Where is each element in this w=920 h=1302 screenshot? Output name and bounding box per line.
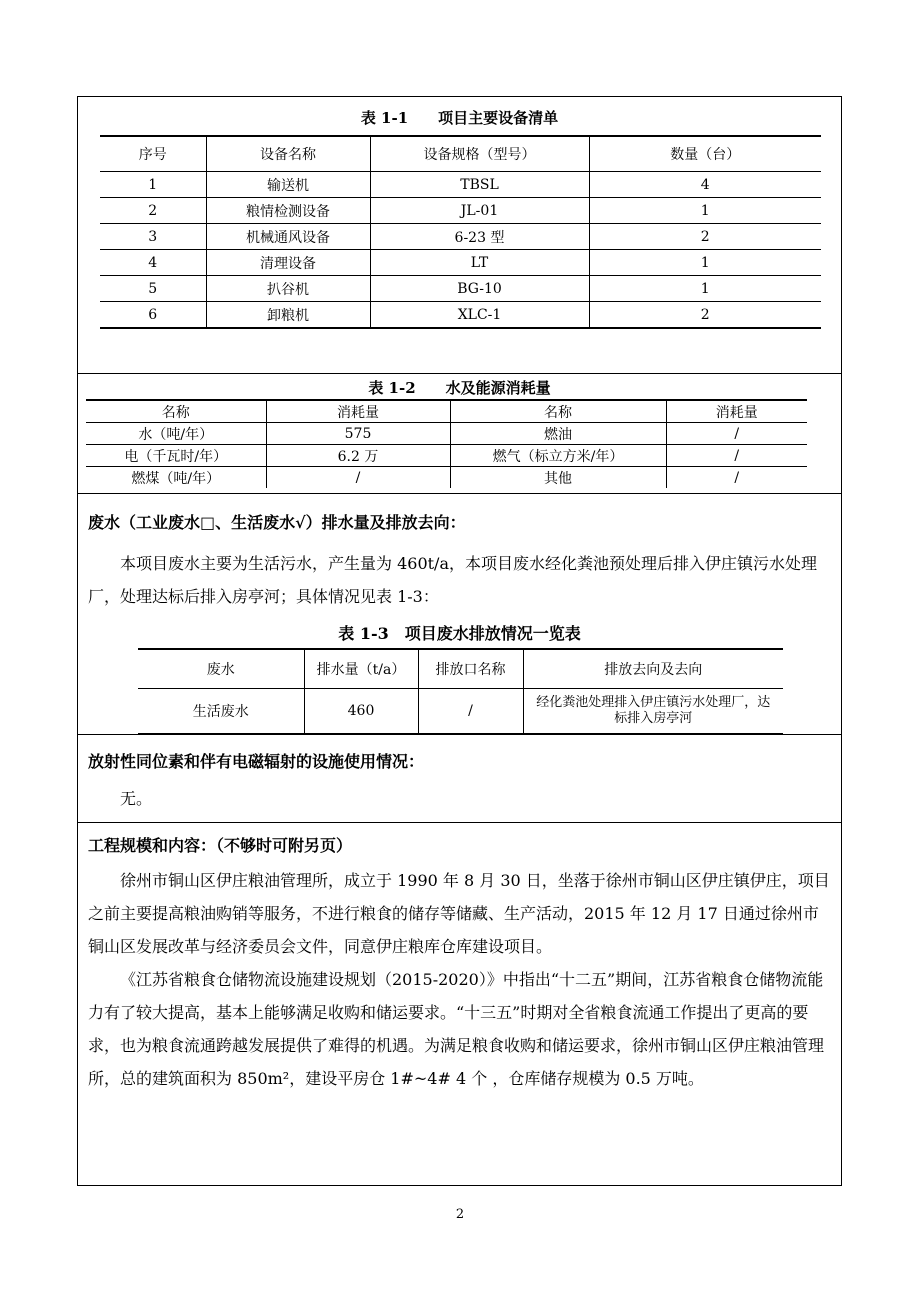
table-cell: 生活废水 xyxy=(138,689,304,735)
section-divider xyxy=(78,734,841,735)
table-row xyxy=(100,302,821,329)
table-cell: / xyxy=(666,423,807,445)
table-cell: 6 xyxy=(100,302,206,329)
table-cell: 粮情检测设备 xyxy=(206,198,370,224)
column-header: 设备名称 xyxy=(206,136,370,172)
table-cell: 燃气（标立方米/年） xyxy=(450,445,666,467)
table-row xyxy=(100,276,821,302)
table-cell: 其他 xyxy=(450,467,666,489)
column-header: 数量（台） xyxy=(589,136,821,172)
page-number: 2 xyxy=(455,1207,465,1222)
table-cell: 1 xyxy=(589,250,821,276)
radiation-heading: 放射性同位素和伴有电磁辐射的设施使用情况： xyxy=(88,752,425,771)
table-cell: 1 xyxy=(589,276,821,302)
column-header: 排水量（t/a） xyxy=(304,649,418,689)
column-header: 消耗量 xyxy=(266,400,450,423)
table-cell: 机械通风设备 xyxy=(206,224,370,250)
table-row xyxy=(100,172,821,198)
table-row xyxy=(138,689,783,735)
table-cell: 4 xyxy=(589,172,821,198)
table-cell: 6.2 万 xyxy=(266,445,450,467)
table-cell: 电（千瓦时/年） xyxy=(86,445,266,467)
table-cell: XLC-1 xyxy=(370,302,589,329)
scale-paragraph-1: 徐州市铜山区伊庄粮油管理所，成立于 1990 年 8 月 30 日，坐落于徐州市铜山区伊庄镇伊庄，项目之前主要提高粮油购销等服务，不进行粮食的储存等储藏、生产活动，2015 年 12 月 17 日通过徐州市铜山区发展改革与经济委员会文件，同意伊庄粮库仓库建设项目。 xyxy=(88,871,830,956)
equipment-table xyxy=(100,135,821,329)
table-header-row xyxy=(86,400,807,423)
table-row xyxy=(100,198,821,224)
column-header: 废水 xyxy=(138,649,304,689)
table-cell: 水（吨/年） xyxy=(86,423,266,445)
table-cell: 燃油 xyxy=(450,423,666,445)
table-cell: 2 xyxy=(100,198,206,224)
table-row xyxy=(86,423,807,445)
column-header: 名称 xyxy=(450,400,666,423)
radiation-text: 无。 xyxy=(120,789,153,808)
table2-title: 表 1-2 水及能源消耗量 xyxy=(368,379,551,397)
scale-heading: 工程规模和内容：（不够时可附另页） xyxy=(88,836,353,855)
table-header-row xyxy=(138,649,783,689)
section-divider xyxy=(78,373,841,374)
section-divider xyxy=(78,493,841,494)
table-cell: 经化粪池处理排入伊庄镇污水处理厂，达标排入房亭河 xyxy=(523,689,783,735)
column-header: 序号 xyxy=(100,136,206,172)
table-cell: 输送机 xyxy=(206,172,370,198)
table-cell: 6-23 型 xyxy=(370,224,589,250)
table-cell: 扒谷机 xyxy=(206,276,370,302)
table-cell: LT xyxy=(370,250,589,276)
table-cell: 1 xyxy=(589,198,821,224)
table1-title: 表 1-1 项目主要设备清单 xyxy=(360,109,559,127)
table-cell: 3 xyxy=(100,224,206,250)
table-cell: / xyxy=(666,445,807,467)
table-cell: 460 xyxy=(304,689,418,735)
table-cell: 5 xyxy=(100,276,206,302)
table-cell: 2 xyxy=(589,224,821,250)
table-cell: / xyxy=(666,467,807,489)
column-header: 名称 xyxy=(86,400,266,423)
table-header-row xyxy=(100,136,821,172)
wastewater-table xyxy=(138,648,783,735)
table-cell: TBSL xyxy=(370,172,589,198)
table-cell: 2 xyxy=(589,302,821,329)
table-row xyxy=(86,445,807,467)
column-header: 排放去向及去向 xyxy=(523,649,783,689)
wastewater-paragraph: 本项目废水主要为生活污水，产生量为 460t/a，本项目废水经化粪池预处理后排入伊庄镇污水处理厂，处理达标后排入房亭河；具体情况见表 1-3： xyxy=(88,554,817,606)
table-cell: JL-01 xyxy=(370,198,589,224)
report-frame xyxy=(77,96,842,1186)
table-cell: 清理设备 xyxy=(206,250,370,276)
table-cell: 4 xyxy=(100,250,206,276)
table-cell: / xyxy=(266,467,450,489)
table-cell: / xyxy=(418,689,523,735)
energy-table xyxy=(86,399,807,488)
table-row xyxy=(100,224,821,250)
section-divider xyxy=(78,822,841,823)
scale-paragraph-2: 《江苏省粮食仓储物流设施建设规划（2015-2020）》中指出“十二五”期间，江苏省粮食仓储物流能力有了较大提高，基本上能够满足收购和储运要求。“十三五”时期对全省粮食流通工作提出了更高的要求，也为粮食流通跨越发展提供了难得的机遇。为满足粮食收购和储运要求，徐州市铜山区伊庄粮油管理所，总的建筑面积为 850m²，建设平房仓 1#~4# 4 个 ，仓库储存规模为 0.5 万吨。 xyxy=(88,970,825,1088)
table-cell: 575 xyxy=(266,423,450,445)
table-cell: 1 xyxy=(100,172,206,198)
table-row xyxy=(86,467,807,489)
table-cell: 燃煤（吨/年） xyxy=(86,467,266,489)
table-cell: 卸粮机 xyxy=(206,302,370,329)
table-row xyxy=(100,250,821,276)
table3-title: 表 1-3 项目废水排放情况一览表 xyxy=(338,624,581,643)
column-header: 设备规格（型号） xyxy=(370,136,589,172)
wastewater-heading: 废水（工业废水□、生活废水√）排水量及排放去向： xyxy=(88,513,466,532)
column-header: 消耗量 xyxy=(666,400,807,423)
table-cell: BG-10 xyxy=(370,276,589,302)
column-header: 排放口名称 xyxy=(418,649,523,689)
